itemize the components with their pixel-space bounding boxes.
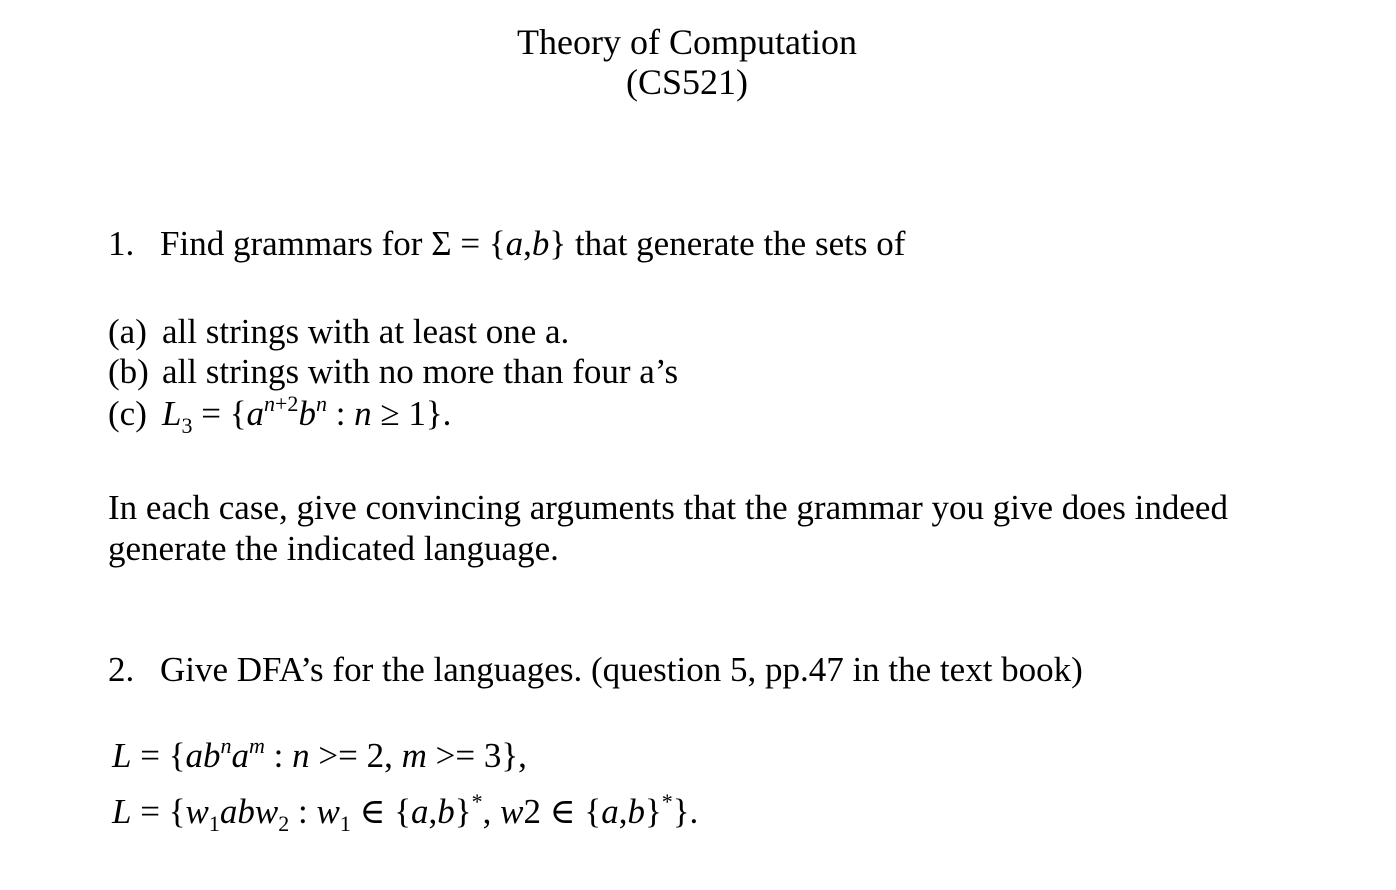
part-b-text: all strings with no more than four a’s: [162, 352, 679, 391]
instruction-line-2: generate the indicated language.: [108, 529, 559, 568]
part-a: [108, 312, 569, 352]
part-b: [108, 352, 678, 392]
part-c: [108, 391, 452, 438]
question-2-text: Give DFA’s for the languages. (question 5, pp.47 in the text book): [160, 650, 1083, 689]
part-b-label: (b): [108, 352, 149, 391]
part-c-label: (c): [108, 394, 147, 433]
part-a-text: all strings with at least one a.: [162, 312, 570, 351]
question-1-number: 1.: [108, 224, 135, 263]
instruction-line-1: In each case, give convincing arguments that the grammar you give does indeed: [108, 488, 1228, 527]
part-c-formula: $L_3 = \{a^{n+2}b^n$ : n ≥ 1}.: [162, 391, 452, 438]
language-2-formula: $L = \{w_1abw_2$ : $w_1$ ∈ {a,b}*, w2 ∈ {a,b}*}.: [112, 789, 699, 836]
question-1-text-after: that generate the sets of: [566, 224, 906, 263]
question-2-number: 2.: [108, 650, 135, 689]
question-2-prompt: [108, 650, 1083, 690]
document-title: Theory of Computation: [517, 22, 857, 62]
part-a-label: (a): [108, 312, 147, 351]
sigma-alphabet: Σ = {a,b}: [431, 224, 567, 263]
question-1-prompt: [108, 224, 905, 264]
course-code: (CS521): [625, 62, 748, 102]
language-1-formula: $L = \{ab^na^m$ : n >= 2, m >= 3},: [112, 733, 527, 775]
question-1-text-before: Find grammars for: [160, 224, 432, 263]
